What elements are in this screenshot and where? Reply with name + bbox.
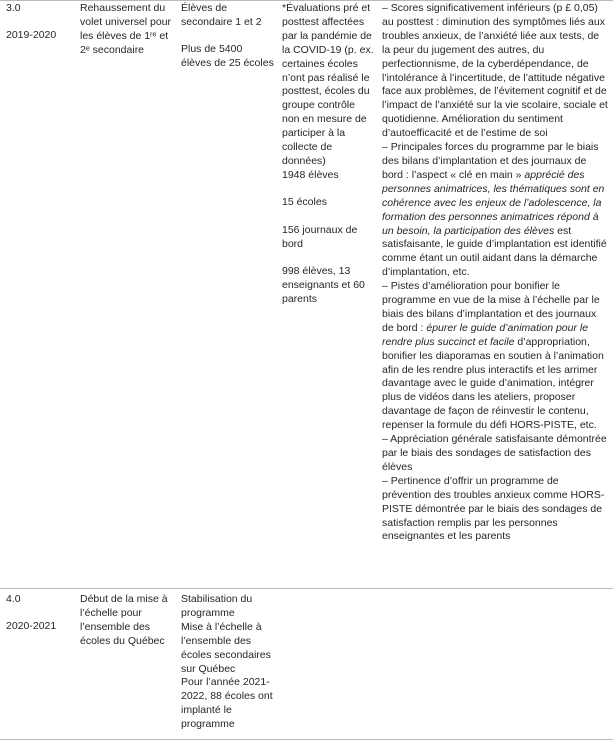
result-text: – Pistes d’amélioration pour bonifier le programme en vue de la mise à l’échelle par le biais des bilans d’implantation et des journaux de bord :: [382, 280, 600, 334]
result-italic: épurer le guide d’animation pour le rendre plus succinct et facile: [382, 321, 589, 348]
target-line: Mise à l’échelle à l’ensemble des écoles secondaires sur Québec: [181, 620, 271, 675]
phase-years: 2019-2020: [6, 29, 57, 42]
result-text: – Appréciation générale satisfaisante démontrée par le biais des sondages de satisfaction des élèves: [382, 433, 607, 473]
evaluation-count: 156 journaux de bord: [282, 223, 358, 250]
table-rule-top: [0, 0, 613, 1]
result-text: – Scores significativement inférieurs (p £ 0,05) au posttest : diminution des symptômes liés aux troubles anxieux, de l’anxiété liée aux tests, de la peur du jugement des autres, du perfectionnisme, de la cyberdépendance, de l’intolérance à l’incertitude, de l’attitude négative face aux problèmes, de l’évitement cognitif et de l’impact de l’anxiété sur la vie scolaire, sociale et quotidienne. Amélioration du sentiment d’autoefficacité et de l’estime de soi: [382, 2, 608, 140]
table-rule-row-separator: [0, 588, 613, 589]
phase-years: 2020-2021: [6, 620, 57, 633]
description-cell: [80, 593, 175, 649]
evaluation-cell: [282, 2, 374, 307]
result-text: – Principales forces du programme par le biais des bilans d’implantation et des journaux de bord : l’aspect « clé en main »: [382, 141, 599, 181]
phase-description: Début de la mise à l’échelle pour l’ensemble des écoles du Québec: [80, 593, 168, 647]
description-cell: [80, 2, 175, 58]
target-line: Plus de 5400 élèves de 25 écoles: [181, 43, 274, 70]
result-italic: apprécié des personnes animatrices, les thématiques sont en cohérence avec les enjeux de l’adolescence, la formation des personnes animatrices répond à un besoin, la participation des élèves: [382, 168, 605, 237]
result-item: [382, 475, 610, 545]
evaluation-count: 1948 élèves: [282, 168, 339, 181]
phase-description: Rehaussement du volet universel pour les élèves de 1ʳᵉ et 2ᵉ secondaire: [80, 2, 172, 56]
result-item: [382, 141, 610, 280]
target-line: Stabilisation du programme: [181, 593, 253, 619]
result-item: [382, 2, 610, 141]
table-rule-bottom: [0, 739, 613, 740]
target-line: Pour l’année 2021-2022, 88 écoles ont implanté le programme: [181, 676, 273, 731]
result-text: – Pertinence d’offrir un programme de prévention des troubles anxieux comme HORS-PISTE démontrée par le biais des sondages de satisfaction remplis par les personnes enseignantes et les parents: [382, 474, 605, 543]
result-tail: est satisfaisante, le guide d’implantation est identifié comme étant un outil aidant dans la démarche d’implantation, etc.: [382, 224, 607, 279]
results-cell: [382, 2, 610, 544]
result-item: [382, 433, 610, 475]
evaluation-count: 15 écoles: [282, 196, 327, 209]
phase-number: 4.0: [6, 593, 21, 605]
evaluation-note: *Évaluations pré et posttest affectées par la pandémie de la COVID-19 (p. ex. certaines écoles n’ont pas réalisé le posttest, écoles du groupe contrôle non en mesure de participer à la collecte de données): [282, 2, 374, 167]
result-tail: d’appropriation, bonifier les diaporamas en soutien à l’animation afin de les rendre plus interactifs et les arrimer davantage avec le guide d’animation, intégrer plus de vidéos dans les ateliers, proposer davantage de façon de réinvestir le contenu, repenser la formule du défi HORS-PISTE, etc.: [382, 335, 604, 432]
target-cell: [181, 593, 275, 732]
result-item: [382, 280, 610, 433]
evaluation-count: 998 élèves, 13 enseignants et 60 parents: [282, 265, 365, 305]
phase-cell: [6, 593, 66, 634]
target-line: Élèves de secondaire 1 et 2: [181, 2, 262, 28]
phase-cell: [6, 2, 66, 43]
phase-number: 3.0: [6, 2, 21, 14]
target-cell: [181, 2, 275, 71]
